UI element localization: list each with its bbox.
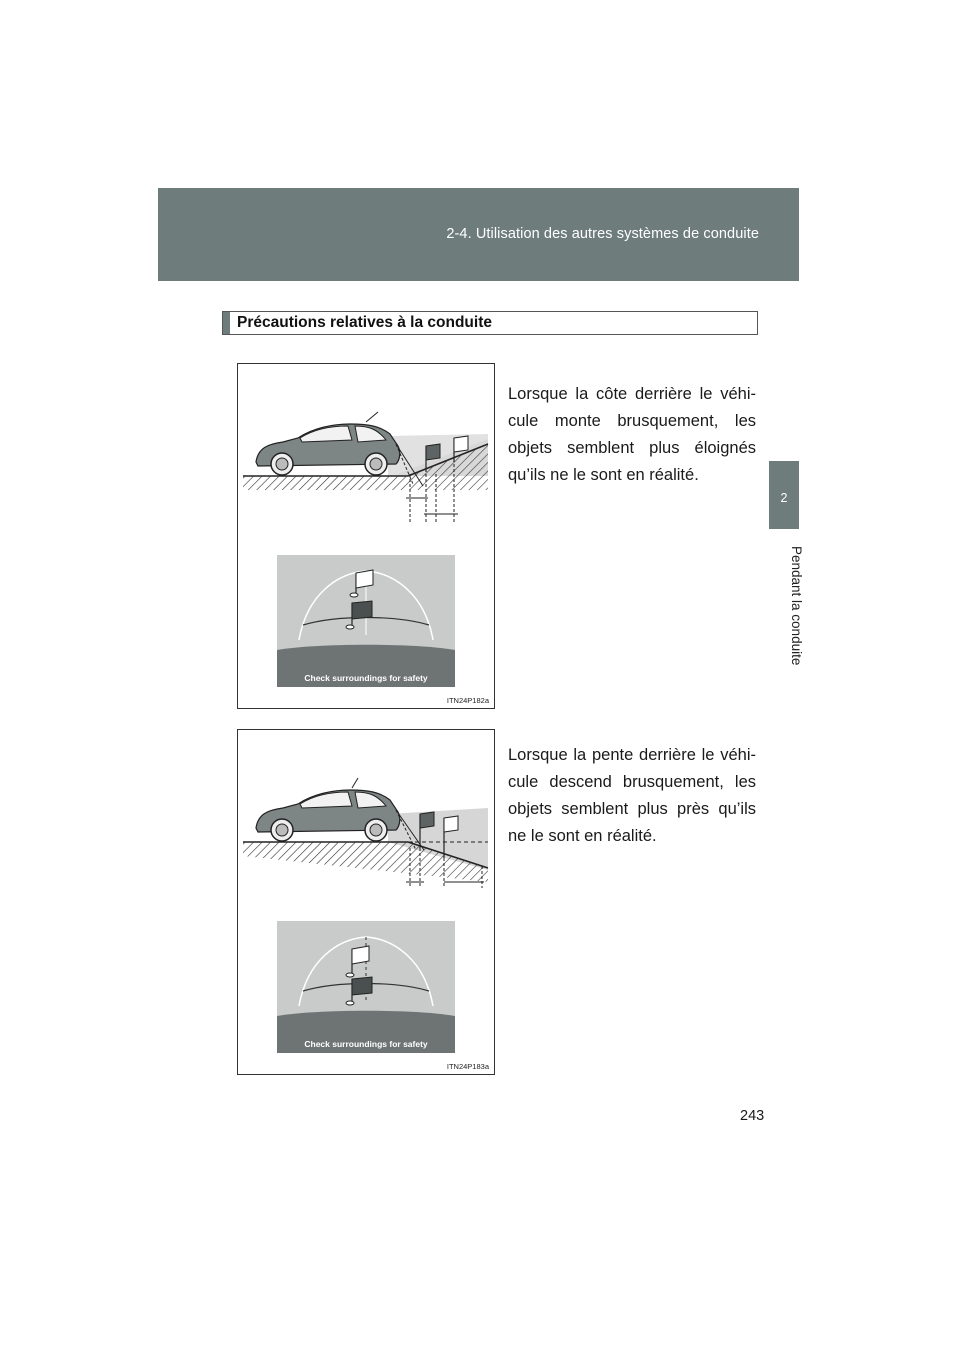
figure-code: ITN24P182a — [446, 696, 489, 705]
section-heading: Précautions relatives à la conduite — [237, 314, 492, 331]
screen-caption: Check surroundings for safety — [304, 1039, 428, 1049]
figure-uphill — [237, 363, 495, 709]
section-title: 2-4. Utilisation des autres systèmes de conduite — [446, 226, 759, 242]
chapter-label — [764, 536, 804, 676]
uphill-scene-illustration — [238, 364, 496, 554]
heading-accent-bar — [223, 312, 230, 334]
camera-screen — [277, 921, 455, 1053]
chapter-tab — [769, 461, 799, 529]
section-heading-box — [222, 311, 758, 335]
screen-caption: Check surroundings for safety — [304, 673, 428, 683]
chapter-number: 2 — [780, 491, 788, 505]
page-number: 243 — [740, 1108, 765, 1124]
figure-downhill — [237, 729, 495, 1075]
figure-code: ITN24P183a — [446, 1062, 489, 1071]
camera-screen — [277, 555, 455, 687]
chapter-header-band — [158, 188, 799, 281]
chapter-label-text: Pendant la conduite — [789, 546, 804, 666]
figure-uphill-description: Lorsque la côte derrière le véhi-cule monte brusquement, les objets semblent plus éloignés qu’ils ne le sont en réalité. — [508, 385, 756, 484]
downhill-scene-illustration — [238, 730, 496, 920]
figure-downhill-description: Lorsque la pente derrière le véhi-cule descend brusquement, les objets semblent plus près qu’ils ne le sont en réalité. — [508, 746, 756, 845]
camera-view-illustration — [277, 921, 455, 1053]
camera-view-illustration — [277, 555, 455, 687]
